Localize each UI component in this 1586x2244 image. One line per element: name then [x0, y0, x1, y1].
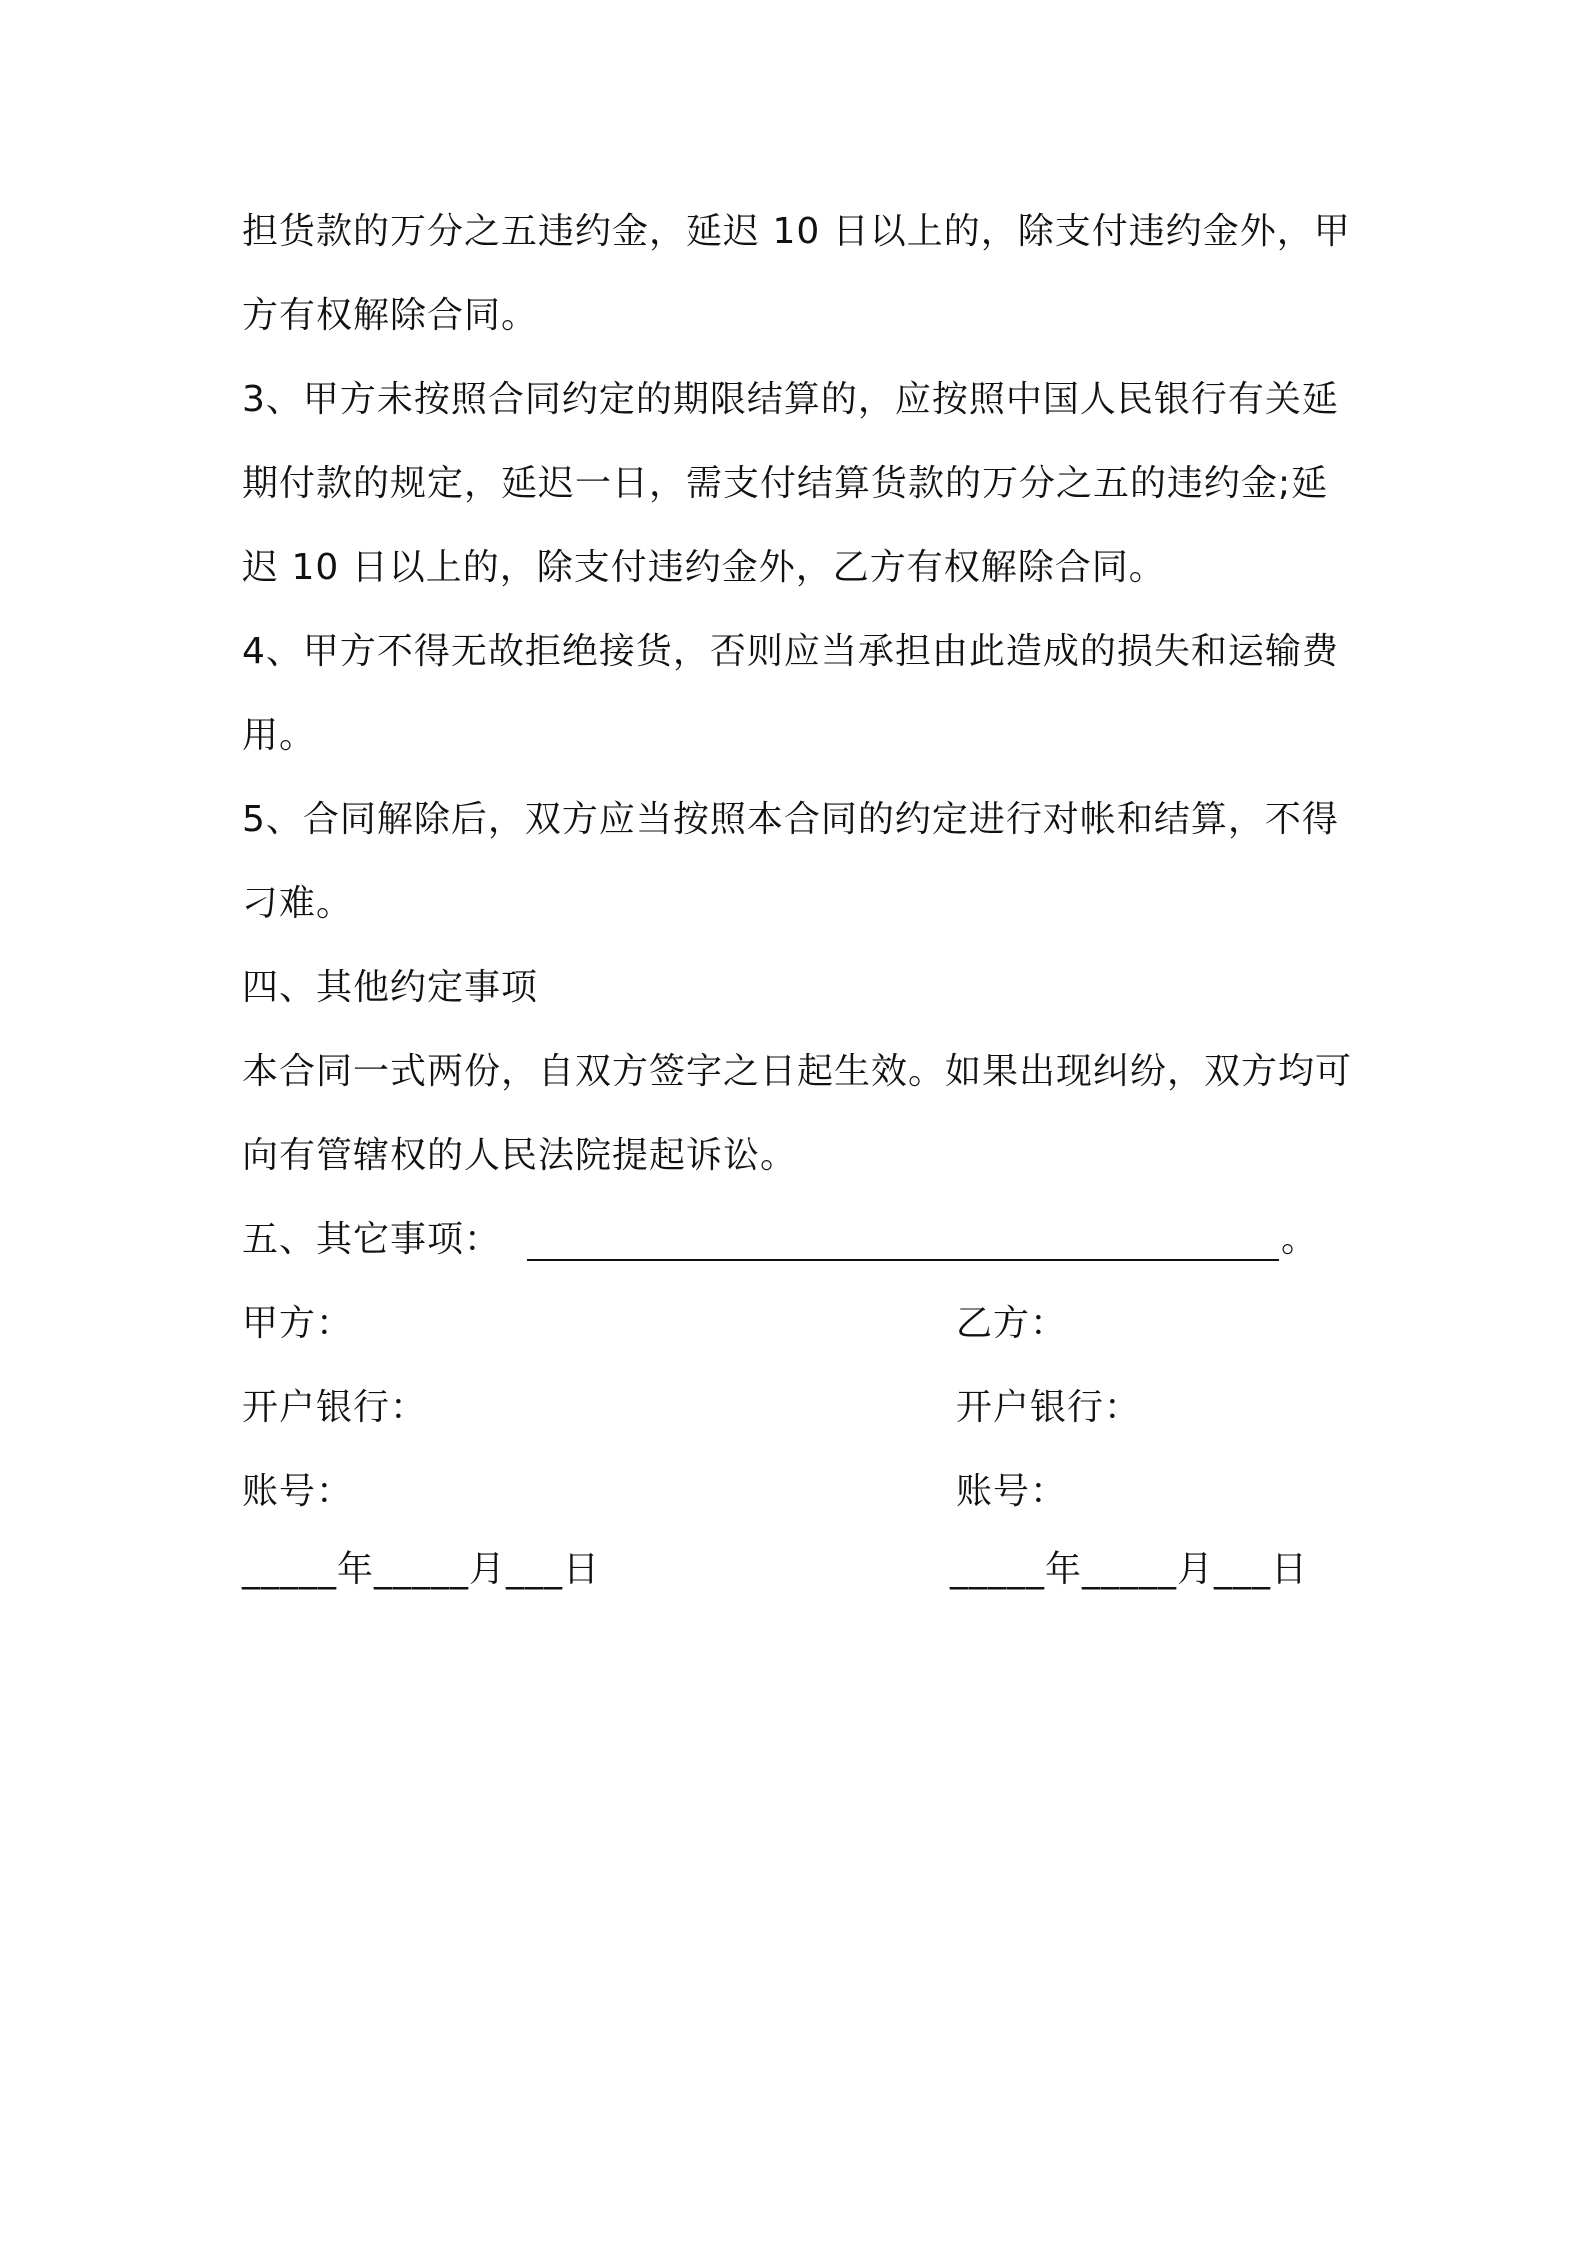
- other-matters-label: 五、其它事项：: [242, 1219, 502, 1260]
- party-b-account-label: 账号：: [956, 1471, 1068, 1512]
- other-matters-blank[interactable]: [527, 1258, 1279, 1261]
- party-b-bank-label: 开户银行：: [956, 1387, 1142, 1428]
- clause-5-line: 5、合同解除后，双方应当按照本合同的约定进行对帐和结算，不得: [242, 799, 1339, 840]
- paragraph-line: 向有管辖权的人民法院提起诉讼。: [242, 1135, 798, 1176]
- party-a-name-label: 甲方：: [242, 1303, 354, 1344]
- party-b-name-label: 乙方：: [956, 1303, 1068, 1344]
- clause-5-line: 刁难。: [242, 883, 354, 924]
- clause-3-line: 期付款的规定，延迟一日，需支付结算货款的万分之五的违约金;延: [242, 463, 1329, 504]
- section-heading: 四、其他约定事项: [242, 967, 539, 1008]
- party-a-bank-label: 开户银行：: [242, 1387, 428, 1428]
- clause-3-line: 3、甲方未按照合同约定的期限结算的，应按照中国人民银行有关延: [242, 379, 1339, 420]
- other-matters-end: 。: [1281, 1219, 1319, 1260]
- clause-3-line: 迟 10 日以上的，除支付违约金外，乙方有权解除合同。: [242, 547, 1166, 588]
- clause-4-line: 4、甲方不得无故拒绝接货，否则应当承担由此造成的损失和运输费: [242, 631, 1339, 672]
- party-b-date: _____年_____月___日: [950, 1549, 1309, 1590]
- other-matters-row: [242, 1216, 1318, 1264]
- party-a-account-label: 账号：: [242, 1471, 354, 1512]
- paragraph-line: 本合同一式两份，自双方签字之日起生效。如果出现纠纷，双方均可: [242, 1051, 1353, 1092]
- party-a-date: _____年_____月___日: [242, 1549, 601, 1590]
- paragraph-line: 担货款的万分之五违约金，延迟 10 日以上的，除支付违约金外，甲: [242, 211, 1351, 252]
- paragraph-line: 方有权解除合同。: [242, 295, 539, 336]
- clause-4-line: 用。: [242, 715, 317, 756]
